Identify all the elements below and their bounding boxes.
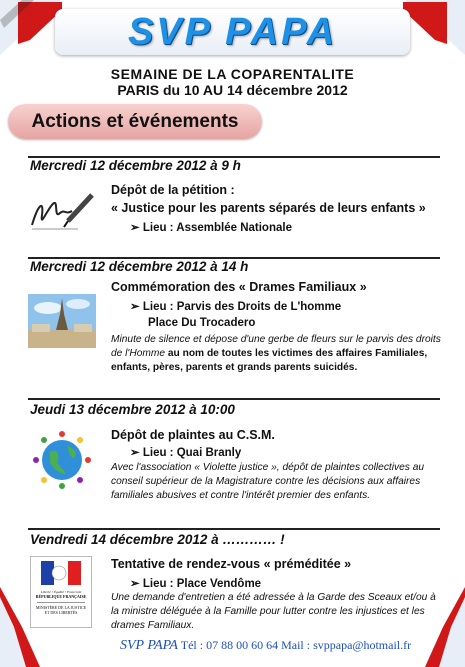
divider-3 xyxy=(28,398,440,400)
event-1-title-line2: « Justice pour les parents séparés de leurs enfants » xyxy=(111,201,426,215)
event-2-location: ➢ Lieu : Parvis des Droits de L'homme xyxy=(130,301,342,313)
event-3-location: ➢ Lieu : Quai Branly xyxy=(130,447,242,459)
title-banner xyxy=(55,9,410,55)
marianne-flag-icon xyxy=(41,561,81,585)
event-4-location: ➢ Lieu : Place Vendôme xyxy=(130,578,262,590)
footer-contact xyxy=(120,638,411,654)
footer-brand: SVP PAPA xyxy=(120,638,178,653)
event-3-date: Jeudi 13 décembre 2012 à 10:00 xyxy=(30,402,235,417)
globe-people-icon xyxy=(30,428,94,492)
section-pill xyxy=(8,104,262,139)
subtitle-week: SEMAINE DE LA COPARENTALITE xyxy=(110,66,355,82)
event-1-location: ➢ Lieu : Assemblée Nationale xyxy=(130,222,292,234)
signature-pen-icon xyxy=(28,185,94,237)
event-2-date: Mercredi 12 décembre 2012 à 14 h xyxy=(30,259,249,274)
divider-4 xyxy=(28,528,440,530)
eiffel-tower-photo xyxy=(28,294,96,348)
section-label: Actions et événements xyxy=(31,111,239,132)
event-2-description: Minute de silence et dépose d'une gerbe de fleurs sur le parvis des droits de l'Homme au nom de toutes les victimes des affaires Familiales, enfants, pères, parents et grands parents suicidés. xyxy=(111,334,441,373)
arrow-icon: ➢ xyxy=(130,447,143,459)
footer-details: Tél : 07 88 00 60 64 Mail : svppapa@hotmail.fr xyxy=(180,638,412,652)
event-1-title: Dépôt de la pétition : xyxy=(111,183,235,197)
event-3-title: Dépôt de plaintes au C.S.M. xyxy=(111,428,275,442)
arrow-icon: ➢ xyxy=(130,578,143,590)
event-1-date: Mercredi 12 décembre 2012 à 9 h xyxy=(30,158,241,173)
event-4-title: Tentative de rendez-vous « préméditée » xyxy=(111,557,352,571)
event-4-date: Vendredi 14 décembre 2012 à ………… ! xyxy=(30,532,285,547)
arrow-icon: ➢ xyxy=(130,222,143,234)
poster-title: SVP PAPA xyxy=(127,11,338,53)
event-3-description: Avec l'association « Violette justice », dépôt de plaintes collectives au conseil supérieur de la Magistrature contre les décisions aux affaires familiales abusives et contre l'intérêt premier des enfants. xyxy=(111,462,425,501)
subtitle-dates: PARIS du 10 AU 14 décembre 2012 xyxy=(117,82,348,98)
event-2-location-line2: Place Du Trocadero xyxy=(148,317,256,329)
event-2-title: Commémoration des « Drames Familiaux » xyxy=(111,280,367,294)
event-4-description: Une demande d'entretien a été adressée à la Garde des Sceaux et/ou à la ministre déléguée à la Famille pour lutter contre les injustices et les drames Familiaux. xyxy=(111,592,436,631)
arrow-icon: ➢ xyxy=(130,301,143,313)
ministere-justice-logo: Liberté • Égalité • Fraternité RÉPUBLIQUE FRANÇAISE MINISTÈRE DE LA JUSTICE ET DES LIBERTÉS xyxy=(30,556,92,628)
